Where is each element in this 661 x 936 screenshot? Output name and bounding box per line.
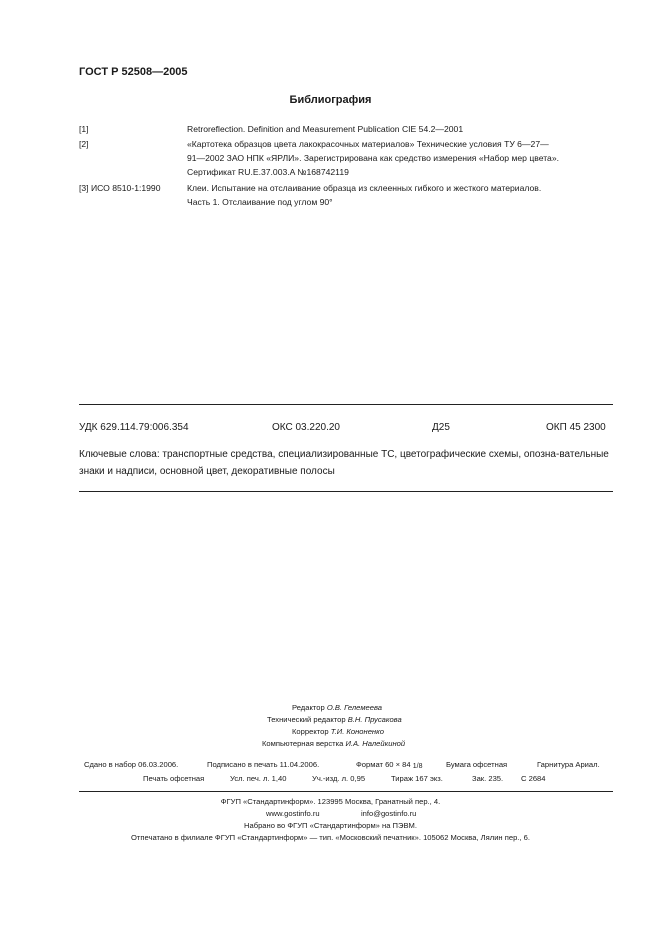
oks-code: ОКС 03.220.20 xyxy=(272,422,340,433)
credit-layout xyxy=(262,739,405,748)
imprint-tirazh: Тираж 167 экз. xyxy=(391,774,443,783)
imprint-paper: Бумага офсетная xyxy=(446,760,508,769)
imprint-usl: Усл. печ. л. 1,40 xyxy=(230,774,287,783)
publisher-email: info@gostinfo.ru xyxy=(361,809,417,818)
publisher-address: ФГУП «Стандартинформ». 123995 Москва, Гранатный пер., 4. xyxy=(220,797,441,806)
credit-corrector xyxy=(292,727,384,736)
udk-code: УДК 629.114.79:006.354 xyxy=(79,422,189,433)
imprint-signed: Подписано в печать 11.04.2006. xyxy=(207,760,320,769)
keywords: Ключевые слова: транспортные средства, специализированные ТС, цветографические схемы, опозна-вательные знаки и надписи, основной цвет, декоративные полосы xyxy=(79,449,609,477)
publisher-typeset: Набрано во ФГУП «Стандартинформ» на ПЭВМ. xyxy=(244,821,417,830)
imprint-format xyxy=(356,760,423,770)
publisher-site: www.gostinfo.ru xyxy=(266,809,320,818)
divider-top xyxy=(79,404,613,405)
bib-entry-3-line-1: Клеи. Испытание на отслаивание образца из склеенных гибкого и жесткого материалов. xyxy=(187,183,542,193)
imprint-zak: Зак. 235. xyxy=(472,774,504,783)
imprint-uch: Уч.-изд. л. 0,95 xyxy=(312,774,366,783)
standard-number: ГОСТ Р 52508—2005 xyxy=(79,66,188,78)
imprint-code: С 2684 xyxy=(521,774,546,783)
imprint-sent: Сдано в набор 06.03.2006. xyxy=(84,760,179,769)
okp-code: ОКП 45 2300 xyxy=(546,422,606,433)
credit-editor-name: О.В. Гелемеева xyxy=(326,703,382,712)
bib-entry-2-line-2: 91—2002 ЗАО НПК «ЯРЛИ». Зарегистрирована как средство измерения «Набор мер цвета». xyxy=(187,153,560,163)
bib-entry-1-num: [1] xyxy=(79,124,89,134)
bib-entry-1-line-1: Retroreflection. Definition and Measurement Publication CIE 54.2—2001 xyxy=(187,124,464,134)
credit-editor xyxy=(292,703,382,712)
credit-tech-label: Технический редактор xyxy=(267,715,346,724)
credit-corrector-label: Корректор xyxy=(292,727,329,736)
divider-bottom xyxy=(79,491,613,492)
imprint-font: Гарнитура Ариал. xyxy=(537,760,600,769)
credit-layout-label: Компьютерная верстка xyxy=(262,739,344,748)
bib-entry-3-line-2: Часть 1. Отслаивание под углом 90° xyxy=(187,197,333,207)
bib-entry-2-num: [2] xyxy=(79,139,89,149)
credit-layout-name: И.А. Налейкиной xyxy=(345,739,406,748)
credit-editor-label: Редактор xyxy=(292,703,325,712)
bib-entry-3-num: [3] ИСО 8510-1:1990 xyxy=(79,183,161,193)
publisher-printed: Отпечатано в филиале ФГУП «Стандартинформ» — тип. «Московский печатник». 105062 Москва, Лялин пер., 6. xyxy=(131,833,530,842)
group-code: Д25 xyxy=(432,422,450,433)
imprint-format-fraction: 1/8 xyxy=(412,763,423,770)
credit-tech-name: В.Н. Прусакова xyxy=(347,715,402,724)
credit-tech-editor xyxy=(267,715,402,724)
bib-entry-2-line-3: Сертификат RU.E.37.003.A №168742119 xyxy=(187,167,349,177)
imprint-format-label: Формат 60 × 84 xyxy=(356,760,411,769)
divider-publisher xyxy=(79,791,613,792)
bibliography-title: Библиография xyxy=(289,94,372,106)
credit-corrector-name: Т.И. Кононенко xyxy=(330,727,384,736)
imprint-print: Печать офсетная xyxy=(143,774,205,783)
bib-entry-2-line-1: «Картотека образцов цвета лакокрасочных материалов» Технические условия ТУ 6—27— xyxy=(187,139,549,149)
